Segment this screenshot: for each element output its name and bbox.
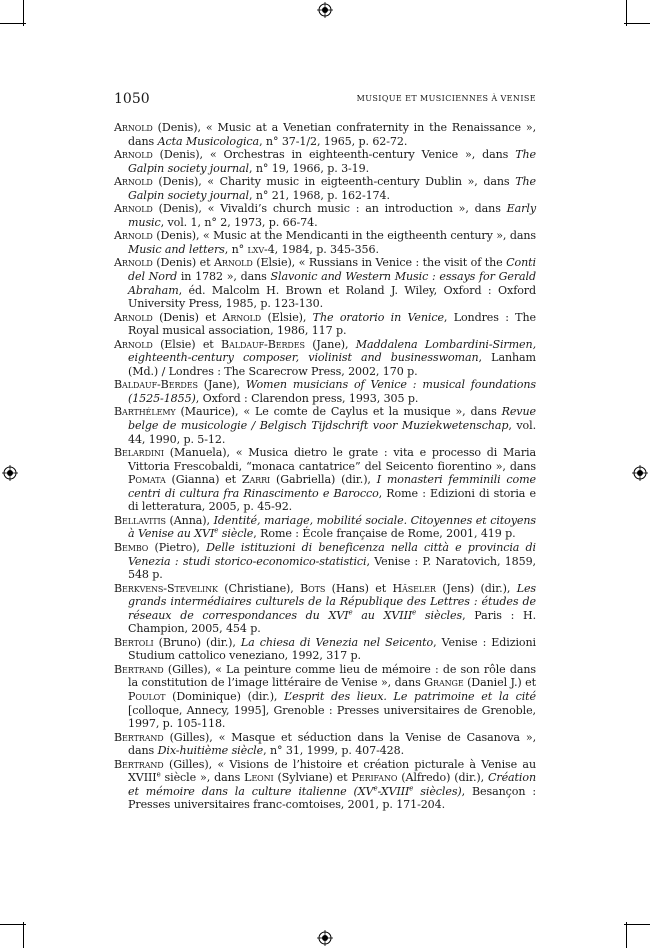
author-name: Zarri bbox=[241, 473, 271, 487]
entry-text: , Rome : Edizioni di storia e di letteratura, 2005, p. 45-92. bbox=[128, 486, 536, 514]
entry-text: (Denis), « Vivaldi’s church music : an introduction », dans bbox=[152, 202, 507, 216]
running-title: MUSIQUE ET MUSICIENNES À VENISE bbox=[356, 94, 536, 103]
bibliography-entry bbox=[114, 148, 536, 175]
entry-text: (Gilles), « La peinture comme lieu de mémoire : de son rôle dans la constitution de l’image littéraire de Venise », dans bbox=[128, 662, 536, 690]
superscript: e bbox=[214, 526, 219, 535]
author-name: Arnold bbox=[114, 310, 153, 324]
italic-title: Conti del Nord bbox=[128, 256, 536, 284]
bibliography-list bbox=[114, 121, 536, 812]
bibliography-entry bbox=[114, 405, 536, 446]
entry-text: (Jane), bbox=[304, 337, 356, 351]
crop-mark-top-right-h bbox=[624, 23, 650, 24]
entry-text: [colloque, Annecy, 1995], Grenoble : Presses universitaires de Grenoble, 1997, p. 105-118. bbox=[128, 703, 536, 731]
entry-text: (Anna), bbox=[165, 513, 214, 527]
crop-mark-bottom-left-v bbox=[23, 922, 24, 948]
entry-text: (Jens) (dir.), bbox=[435, 581, 517, 595]
entry-text: , Londres : The Royal musical association, 1986, 117 p. bbox=[128, 310, 536, 338]
author-name: Bertoli bbox=[114, 635, 154, 649]
entry-text: siècle », dans bbox=[160, 771, 245, 785]
entry-text: , vol. 44, 1990, p. 5-12. bbox=[128, 419, 536, 446]
bibliography-entry bbox=[114, 256, 536, 310]
author-name: Grange bbox=[424, 676, 464, 690]
entry-text: (Denis), « Music at the Mendicanti in the eigtheenth century », dans bbox=[152, 229, 536, 243]
entry-text: , Rome : École française de Rome, 2001, 419 p. bbox=[253, 527, 516, 541]
entry-text: , Paris : H. Champion, 2005, 454 p. bbox=[128, 608, 537, 636]
entry-text: , n° 19, 1966, p. 3-19. bbox=[248, 161, 370, 175]
author-name: Arnold bbox=[222, 310, 262, 324]
entry-text: (Denis), « Music at a Venetian confraternity in the Renaissance », dans bbox=[128, 121, 536, 148]
bibliography-entry bbox=[114, 175, 536, 202]
entry-text: , Besançon : Presses universitaires franc-comtoises, 2001, p. 171-204. bbox=[128, 784, 536, 812]
superscript: e bbox=[156, 770, 161, 779]
italic-title: Identité, mariage, mobilité sociale. Citoyennes et citoyens à Venise au XVI bbox=[128, 513, 536, 541]
entry-text: (Gilles), « Visions de l’histoire et création picturale à Venise au XVIII bbox=[128, 757, 536, 785]
author-name: Barthélemy bbox=[114, 405, 176, 419]
registration-mark-bottom-icon bbox=[317, 930, 333, 946]
entry-text: (Gianna) et bbox=[165, 473, 242, 487]
bibliography-entry bbox=[114, 541, 536, 582]
entry-text: (Elsie) et bbox=[152, 337, 222, 351]
italic-title: The oratorio in Venice bbox=[312, 310, 444, 324]
entry-text: (Bruno) (dir.), bbox=[153, 635, 241, 649]
entry-text: (Elsie), « Russians in Venice : the visit of the bbox=[252, 256, 507, 270]
bibliography-entry bbox=[114, 378, 536, 405]
author-name: Bertrand bbox=[114, 730, 164, 744]
author-name: Bembo bbox=[114, 540, 149, 554]
author-name: Baldauf-Berdes bbox=[221, 337, 305, 351]
italic-title: Création et mémoire dans la culture italienne (XV bbox=[128, 771, 536, 798]
entry-text: , vol. 1, n° 2, 1973, p. 66-74. bbox=[160, 215, 318, 229]
author-name: Bertrand bbox=[114, 662, 164, 676]
author-name: Belardini bbox=[114, 446, 164, 460]
author-name: Arnold bbox=[213, 256, 253, 270]
author-name: Arnold bbox=[114, 256, 153, 270]
entry-text: (Elsie), bbox=[261, 310, 313, 324]
italic-title: Maddalena Lombardini-Sirmen, eighteenth-century composer, violinist and businesswoman bbox=[128, 337, 536, 365]
entry-text: (Jane), bbox=[197, 378, 246, 392]
author-name: Pomata bbox=[128, 473, 166, 487]
italic-title: Music and letters bbox=[128, 242, 225, 256]
entry-text: , Venise : Edizioni Studium cattolico veneziano, 1992, 317 p. bbox=[128, 635, 537, 663]
italic-title: I monasteri femminili come centri di cultura fra Rinascimento e Barocco bbox=[128, 473, 536, 500]
bibliography-entry bbox=[114, 121, 536, 148]
registration-mark-top-icon bbox=[317, 2, 333, 18]
italic-title: L’esprit des lieux. Le patrimoine et la cité bbox=[284, 689, 536, 703]
italic-title: Revue belge de musicologie / Belgisch Tijdschrift voor Muziekwetenschap bbox=[128, 405, 536, 433]
bibliography-entry bbox=[114, 202, 536, 229]
italic-title: siècle bbox=[218, 527, 254, 541]
author-name: Häseler bbox=[392, 581, 436, 595]
bibliography-entry bbox=[114, 338, 536, 379]
author-name: Baldauf-Berdes bbox=[114, 378, 198, 392]
italic-title: Les grands intermédiaires culturels de la République des Lettres : études de réseaux de correspondances du XVI bbox=[128, 581, 537, 622]
superscript: e bbox=[373, 784, 378, 793]
bibliography-entry bbox=[114, 731, 536, 758]
superscript: e bbox=[348, 608, 353, 616]
bibliography-entry bbox=[114, 636, 536, 663]
entry-text: (Gilles), « Masque et séduction dans la Venise de Casanova », dans bbox=[128, 730, 536, 758]
author-name: Arnold bbox=[114, 148, 153, 162]
entry-text: (Denis), « Orchestras in eighteenth-century Venice », dans bbox=[152, 148, 516, 162]
superscript: e bbox=[409, 784, 414, 793]
entry-text: (Dominique) (dir.), bbox=[165, 689, 285, 703]
entry-text: , n° 31, 1999, p. 407-428. bbox=[263, 744, 405, 758]
bibliography-entry bbox=[114, 446, 536, 514]
bibliography-entry bbox=[114, 229, 536, 256]
bibliography-entry bbox=[114, 582, 536, 636]
author-name: Bots bbox=[300, 581, 326, 595]
entry-text: -4, 1984, p. 345-356. bbox=[264, 242, 379, 256]
running-header bbox=[114, 91, 536, 107]
italic-title: The Galpin society journal bbox=[128, 148, 536, 175]
crop-mark-bottom-left-h bbox=[0, 924, 26, 925]
entry-text: , n° 21, 1968, p. 162-174. bbox=[248, 188, 390, 202]
author-name: Arnold bbox=[114, 229, 153, 243]
author-name: Berkvens-Stevelink bbox=[114, 581, 218, 595]
author-name: Poulot bbox=[128, 689, 166, 703]
entry-text: (Daniel J.) et bbox=[463, 676, 536, 690]
entry-text: (Denis) et bbox=[152, 310, 223, 324]
italic-title: au XVIII bbox=[352, 608, 413, 622]
italic-title: Delle istituzioni di beneficenza nella città e provincia di Venezia : studi storico-economico-statistici bbox=[128, 540, 536, 568]
italic-title: Slavonic and Western Music : essays for Gerald Abraham bbox=[128, 270, 536, 297]
entry-text: (Alfredo) (dir.), bbox=[397, 771, 488, 785]
entry-text: (Hans) et bbox=[325, 581, 393, 595]
author-name: Perifano bbox=[351, 771, 398, 785]
italic-title: La chiesa di Venezia nel Seicento bbox=[240, 635, 434, 649]
author-name: lxv bbox=[247, 242, 265, 256]
entry-text: , éd. Malcolm H. Brown et Roland J. Wiley, Oxford : Oxford University Press, 1985, p. 123-130. bbox=[128, 283, 536, 311]
entry-text: (Denis), « Charity music in eigteenth-century Dublin », dans bbox=[152, 175, 516, 189]
italic-title: Women musicians of Venice : musical foundations (1525-1855) bbox=[128, 378, 537, 405]
author-name: Arnold bbox=[114, 202, 153, 216]
registration-mark-left-icon bbox=[2, 465, 18, 481]
italic-title: Dix-huitième siècle bbox=[157, 744, 264, 758]
entry-text: , n° bbox=[224, 242, 248, 256]
italic-title: siècles) bbox=[413, 784, 462, 798]
bibliography-entry bbox=[114, 758, 536, 812]
bibliography-entry bbox=[114, 663, 536, 731]
crop-mark-bottom-right-h bbox=[624, 924, 650, 925]
entry-text: (Sylviane) et bbox=[273, 771, 352, 785]
author-name: Bertrand bbox=[114, 757, 164, 771]
crop-mark-bottom-right-v bbox=[626, 922, 627, 948]
entry-text: , Oxford : Clarendon press, 1993, 305 p. bbox=[195, 391, 419, 405]
entry-text: , Lanham (Md.) / Londres : The Scarecrow Press, 2002, 170 p. bbox=[128, 351, 536, 378]
entry-text: (Manuela), « Musica dietro le grate : vita e processo di Maria Vittoria Frescobaldi, “monaca cantatrice” del Seicento fiorentino », dans bbox=[128, 446, 536, 473]
italic-title: -XVIII bbox=[377, 784, 410, 798]
entry-text: (Christiane), bbox=[217, 581, 301, 595]
bibliography-entry bbox=[114, 514, 536, 541]
entry-text: (Maurice), « Le comte de Caylus et la musique », dans bbox=[175, 405, 502, 419]
author-name: Arnold bbox=[114, 175, 153, 189]
italic-title: Acta Musicologica bbox=[157, 134, 260, 148]
author-name: Arnold bbox=[114, 121, 153, 134]
page-number: 1050 bbox=[114, 91, 150, 107]
registration-mark-right-icon bbox=[632, 465, 648, 481]
author-name: Bellavitis bbox=[114, 513, 166, 527]
superscript: e bbox=[412, 608, 417, 616]
author-name: Arnold bbox=[114, 337, 153, 351]
italic-title: The Galpin society journal bbox=[128, 175, 536, 202]
entry-text: in 1782 », dans bbox=[177, 270, 271, 284]
italic-title: Early music bbox=[128, 202, 536, 229]
author-name: Leoni bbox=[244, 771, 274, 785]
bibliography-entry bbox=[114, 311, 536, 338]
crop-mark-top-left-h bbox=[0, 23, 26, 24]
entry-text: (Pietro), bbox=[148, 540, 207, 554]
entry-text: , Venise : P. Naratovich, 1859, 548 p. bbox=[128, 554, 536, 582]
entry-text: (Gabriella) (dir.), bbox=[270, 473, 377, 487]
italic-title: siècles bbox=[416, 608, 463, 622]
entry-text: , n° 37-1/2, 1965, p. 62-72. bbox=[259, 134, 408, 148]
entry-text: (Denis) et bbox=[152, 256, 214, 270]
